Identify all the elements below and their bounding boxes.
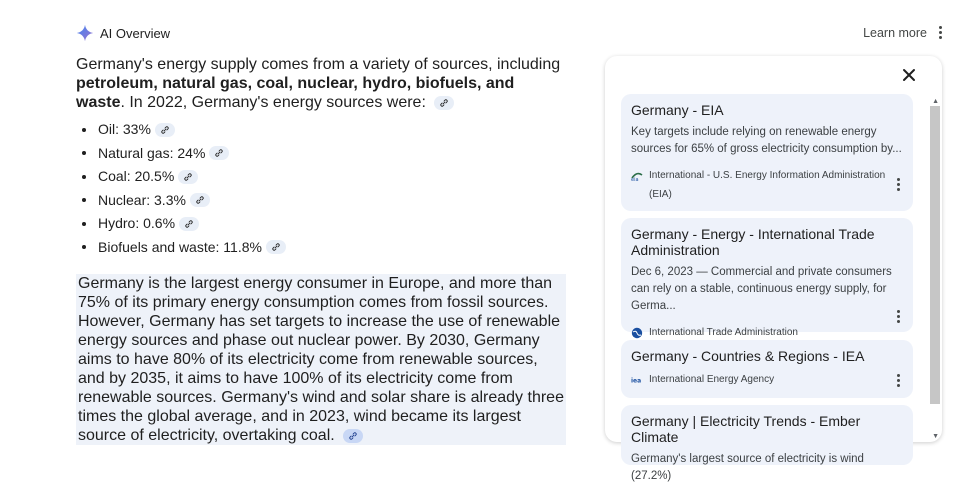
card-more-options-icon[interactable] [895, 310, 901, 323]
learn-more-link[interactable]: Learn more [863, 26, 927, 40]
intro-text-before: Germany's energy supply comes from a variety of sources, including [76, 56, 561, 73]
intro-text-after: . In 2022, Germany's energy sources were: [120, 94, 426, 111]
citation-link-icon[interactable] [190, 193, 210, 207]
citation-link-icon[interactable] [179, 217, 199, 231]
card-more-options-icon[interactable] [895, 374, 901, 387]
source-card-snippet: Key targets include relying on renewable energy sources for 65% of gross electricity consumption by... [631, 126, 902, 155]
source-card-site: International - U.S. Energy Information Administration (EIA) [649, 170, 886, 200]
source-card-site: International Trade Administration [649, 327, 798, 338]
intro-bold-text: petroleum, natural gas, coal, nuclear, hydro, biofuels, and waste [76, 75, 515, 111]
citation-link-icon[interactable] [155, 123, 175, 137]
globe-favicon-icon [631, 327, 643, 339]
list-item-label: Nuclear: 3.3% [98, 191, 186, 208]
list-item-label: Natural gas: 24% [98, 144, 206, 161]
list-item [76, 212, 566, 236]
gemini-spark-icon [76, 24, 94, 42]
ai-overview-header [76, 24, 170, 42]
svg-text:eia: eia [631, 177, 639, 183]
citation-link-icon[interactable] [209, 146, 229, 160]
list-item-label: Biofuels and waste: 11.8% [98, 238, 262, 255]
source-card-title[interactable]: Germany - EIA [631, 102, 724, 118]
list-item-label: Hydro: 0.6% [98, 215, 176, 232]
source-card-title[interactable]: Germany - Countries & Regions - IEA [631, 348, 865, 364]
list-item-label: Coal: 20.5% [98, 168, 175, 185]
list-item [76, 189, 566, 213]
close-icon[interactable] [902, 68, 916, 82]
list-item [76, 118, 566, 142]
sources-panel [605, 56, 942, 482]
intro-paragraph [76, 55, 566, 112]
source-card-title[interactable]: Germany - Energy - International Trade Administration [631, 226, 875, 258]
source-card[interactable] [621, 218, 913, 338]
source-card[interactable] [621, 340, 913, 398]
overview-content [76, 55, 566, 445]
citation-link-icon[interactable] [178, 170, 198, 184]
list-item [76, 142, 566, 166]
card-more-options-icon[interactable] [895, 178, 901, 191]
citation-link-icon[interactable] [266, 240, 286, 254]
source-card-title[interactable]: Germany | Electricity Trends - Ember Climate [631, 413, 861, 445]
scroll-up-arrow-icon[interactable]: ▲ [932, 98, 939, 105]
source-card-snippet: Dec 6, 2023 — Commercial and private consumers can rely on a stable, continuous energy supply, for Germa... [631, 266, 892, 312]
list-item-label: Oil: 33% [98, 121, 151, 138]
list-item [76, 165, 566, 189]
citation-link-icon[interactable] [343, 429, 363, 443]
citation-link-icon[interactable] [434, 96, 454, 110]
svg-text:iea: iea [631, 377, 642, 385]
list-item [76, 236, 566, 260]
summary-text: Germany is the largest energy consumer in Europe, and more than 75% of its primary energy consumption comes from fossil sources. However, Germany has set targets to increase the use of renewable energy sources and phase out nuclear power. By 2030, Germany aims to have 80% of its electricity come from renewable sources, and by 2035, it aims to have 100% of its electricity come from renewable sources. Germany's wind and solar share is already three times the global average, and in 2023, wind became its largest source of electricity, overtaking coal. [78, 275, 564, 444]
energy-sources-list [76, 118, 566, 259]
source-card[interactable] [621, 94, 913, 211]
more-options-icon[interactable] [937, 26, 943, 39]
ai-overview-title: AI Overview [100, 25, 171, 41]
iea-favicon-icon [631, 374, 643, 386]
summary-paragraph [76, 274, 566, 445]
scrollbar-thumb[interactable] [930, 106, 940, 404]
source-card[interactable] [621, 405, 913, 482]
source-card-site: International Energy Agency [649, 374, 775, 385]
scroll-down-arrow-icon[interactable]: ▼ [932, 433, 939, 440]
eia-favicon-icon [631, 170, 643, 182]
source-card-snippet: Germany's largest source of electricity is wind (27.2%) [631, 453, 864, 482]
